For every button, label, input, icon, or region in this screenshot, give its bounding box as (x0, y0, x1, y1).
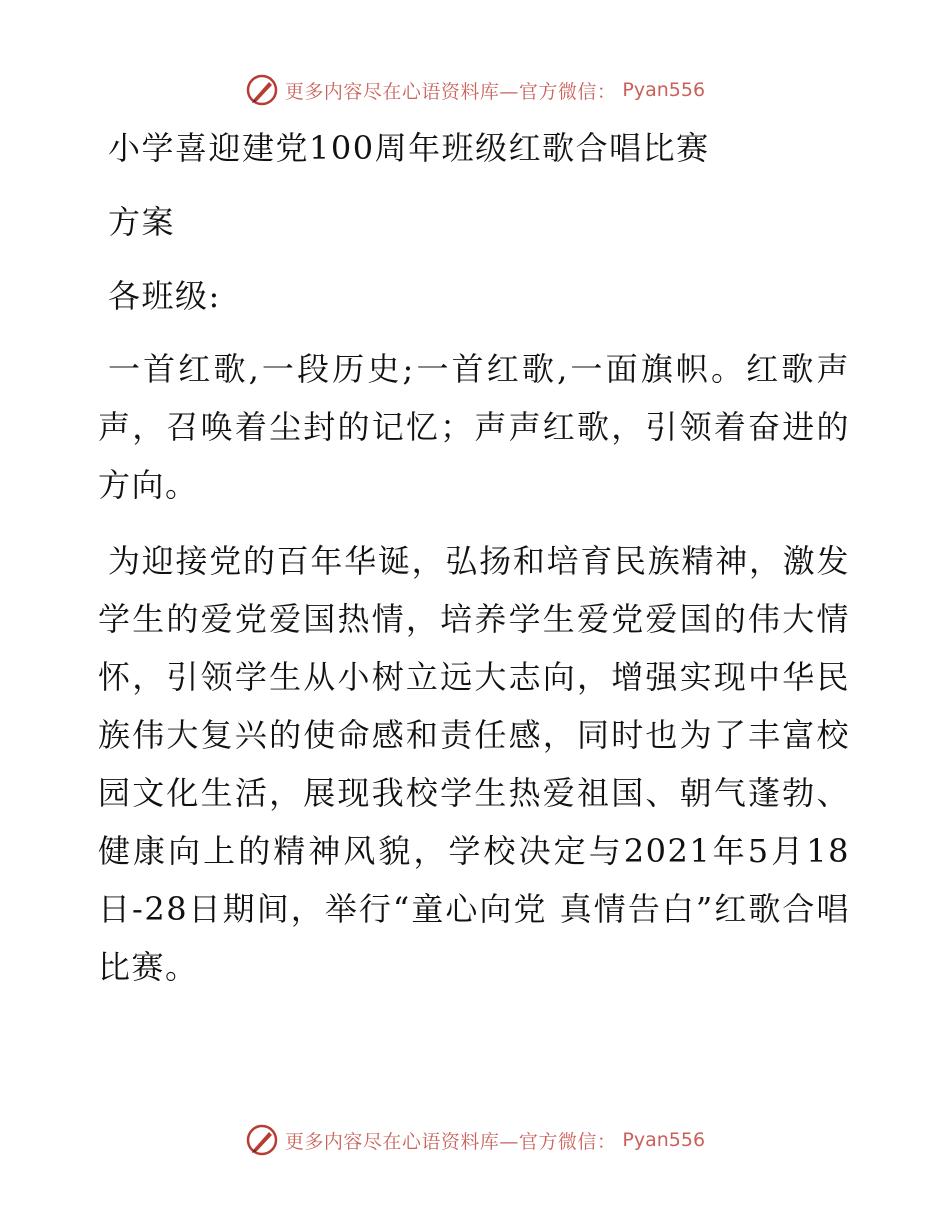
pen-circle-logo-icon (245, 73, 279, 107)
watermark-text: 更多内容尽在心语资料库—官方微信： (284, 80, 617, 103)
document-greeting: 各班级: (108, 277, 221, 315)
watermark-text: 更多内容尽在心语资料库—官方微信： (284, 1130, 617, 1153)
document-paragraph: 一首红歌,一段历史;一首红歌,一面旗帜。红歌声声，召唤着尘封的记忆；声声红歌，引领着奋进的方向。 (98, 350, 850, 504)
watermark-wechat-id: Pyan556 (622, 79, 706, 101)
document-title-line-2: 方案 (108, 203, 176, 241)
footer-watermark-banner (0, 1120, 950, 1160)
header-watermark-banner (0, 70, 950, 110)
watermark-wechat-id: Pyan556 (622, 1129, 706, 1151)
pen-circle-logo-icon (245, 1123, 279, 1157)
document-paragraph: 为迎接党的百年华诞，弘扬和培育民族精神，激发学生的爱党爱国热情，培养学生爱党爱国的伟大情怀，引领学生从小树立远大志向，增强实现中华民族伟大复兴的使命感和责任感，同时也为了丰富校园文化生活，展现我校学生热爱祖国、朝气蓬勃、健康向上的精神风貌，学校决定与2021年5月18日-28日期间，举行“童心向党 真情告白”红歌合唱比赛。 (98, 542, 850, 986)
document-title-line-1: 小学喜迎建党100周年班级红歌合唱比赛 (108, 129, 710, 167)
